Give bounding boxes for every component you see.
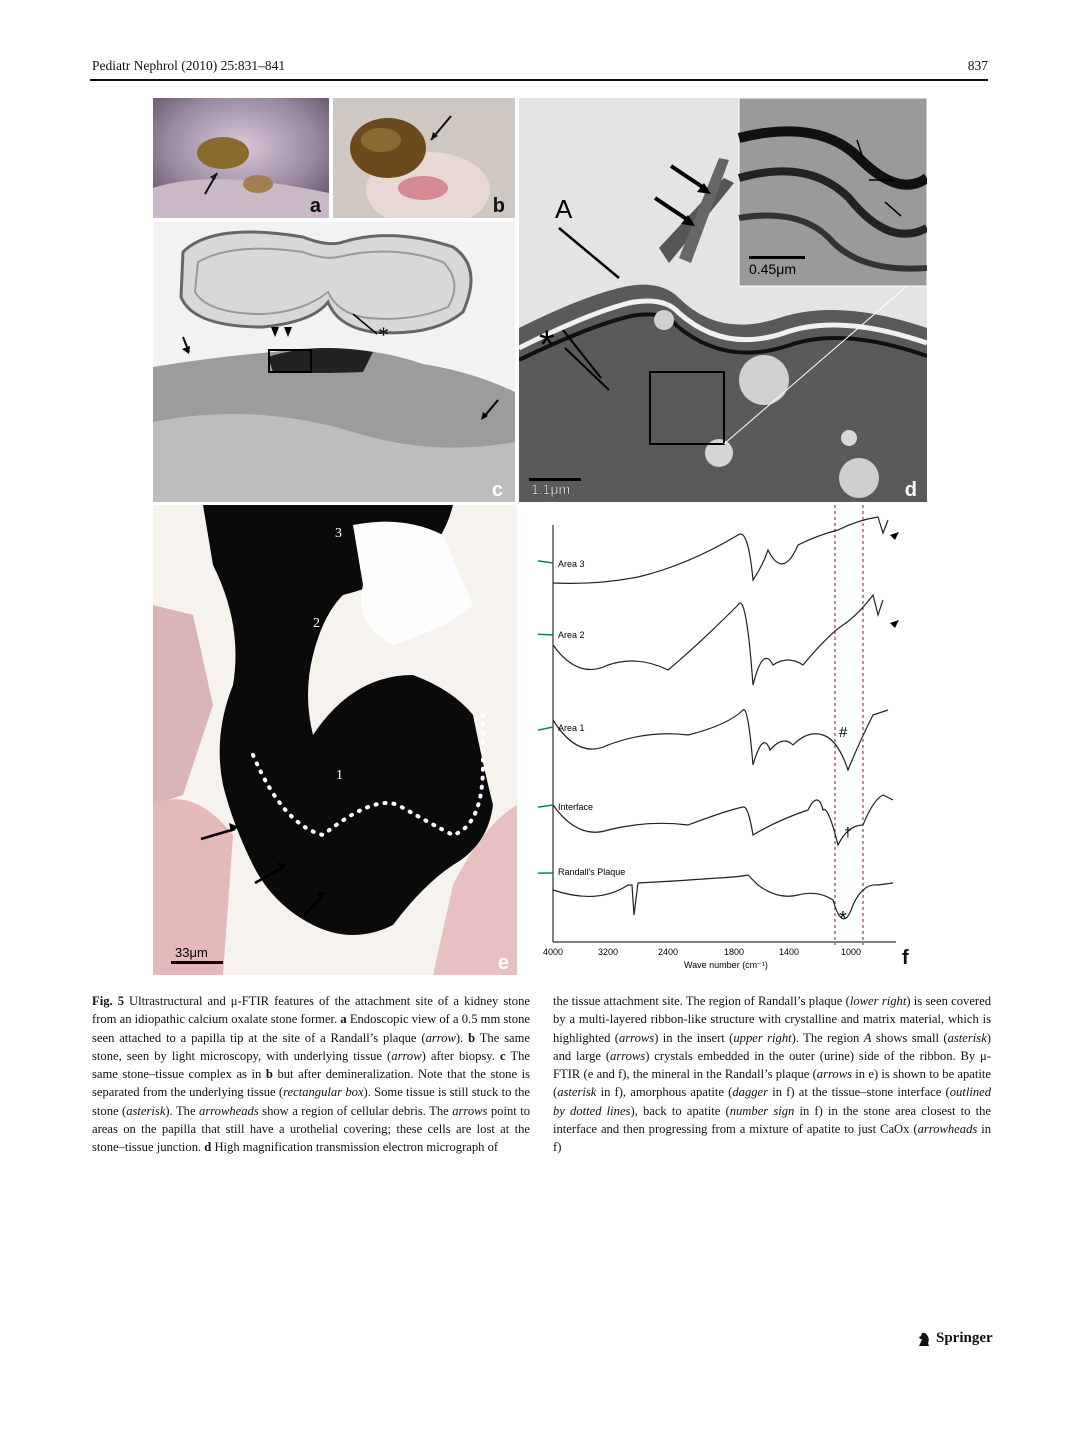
panel-label-c: c: [491, 479, 503, 501]
caption-panel-letter: b: [468, 1030, 476, 1045]
panel-label-d: d: [904, 479, 917, 501]
panel-label-e: e: [497, 952, 509, 974]
marker-number-sign: #: [839, 724, 848, 741]
caption-panel-letter: a: [340, 1012, 347, 1027]
caption-text: ) crystals embedded in the outer (urine) side of the ribbon. By μ-FTIR (e and f), the mineral in the Randall’s plaque (: [553, 1048, 991, 1082]
caption-emphasis: rectangular box: [283, 1085, 364, 1100]
figure-caption-left-column: [92, 992, 530, 1157]
caption-text: ) in the insert (: [654, 1030, 734, 1045]
x-tick: 3200: [598, 947, 619, 957]
caption-emphasis: dagger: [732, 1085, 769, 1100]
panel-e-area-label-3: 3: [335, 526, 342, 541]
panel-e-area-label-2: 2: [313, 616, 320, 631]
panel-label-f: f: [902, 947, 909, 969]
caption-emphasis: arrows: [452, 1103, 488, 1118]
panel-c-asterisk: *: [378, 322, 389, 347]
panel-label-a: a: [309, 195, 321, 217]
caption-text: ). The region: [791, 1030, 864, 1045]
caption-panel-letter: b: [265, 1067, 273, 1082]
spectrum-label-area-2: Area 2: [558, 630, 585, 640]
caption-text: in f) in the stone area closest to the interface and then progressing from a mixture of apatite to just CaOx (: [553, 1103, 991, 1137]
caption-emphasis: asterisk: [126, 1103, 166, 1118]
caption-fig-label: Fig. 5: [92, 994, 124, 1008]
caption-text: ).: [455, 1030, 469, 1045]
caption-emphasis: asterisk: [557, 1085, 597, 1100]
caption-text: ) is seen covered by a multi-layered ribbon-like structure with crystalline and matrix material, which is highlighted (: [553, 994, 992, 1045]
header-rule: [90, 79, 988, 81]
caption-text: in e) is shown to be apatite (: [553, 1067, 991, 1100]
caption-text: ). The: [165, 1103, 200, 1118]
x-tick: 1800: [724, 947, 745, 957]
panel-d-insert-scalebar: 0.45μm: [749, 261, 796, 277]
panel-d-tem-micrograph: [519, 98, 927, 502]
caption-emphasis: arrows: [618, 1030, 655, 1045]
caption-text: Ultrastructural and μ-FTIR features of the attachment site of a kidney stone from an idiopathic calcium oxalate stone former.: [92, 994, 530, 1027]
caption-text: in f): [553, 1122, 991, 1155]
publisher-name: Springer: [936, 1330, 993, 1346]
caption-text: point to areas on the papilla that still have a urothelial covering; these cells are lost at the stone–tissue junction.: [92, 1103, 530, 1155]
caption-text: The same stone, seen by light microscopy, with underlying tissue (: [92, 1030, 530, 1063]
caption-text: but after demineralization. Note that the stone is separated from the underlying tissue (: [92, 1067, 530, 1100]
caption-emphasis: arrowheads: [917, 1122, 978, 1137]
panel-d-asterisk: *: [539, 323, 555, 367]
x-tick: 1000: [841, 947, 862, 957]
spectrum-label-area-1: Area 1: [558, 723, 585, 733]
running-header: Pediatr Nephrol (2010) 25:831–841: [92, 58, 286, 73]
x-tick: 1400: [779, 947, 800, 957]
panel-e-ftir-microscopy: [153, 505, 517, 975]
caption-emphasis: number sign: [729, 1103, 795, 1118]
spectrum-label-interface: Interface: [558, 802, 594, 812]
x-tick: 4000: [543, 947, 564, 957]
caption-text: Endoscopic view of a 0.5 mm stone seen attached to a papilla tip at the site of a Randall’s plaque (: [92, 1012, 530, 1045]
caption-text: The same stone–tissue complex as in: [92, 1048, 530, 1082]
caption-emphasis: arrowheads: [199, 1103, 259, 1118]
caption-text: in f) at the tissue–stone interface (: [768, 1085, 950, 1100]
panel-e-scalebar: 33μm: [175, 945, 208, 960]
caption-text: ). Some tissue is still stuck to the stone (: [92, 1085, 530, 1118]
caption-text: show a region of cellular debris. The: [258, 1103, 453, 1118]
caption-text: ), back to apatite (: [630, 1103, 730, 1118]
caption-text: High magnification transmission electron micrograph of: [211, 1140, 499, 1155]
marker-dagger: †: [844, 824, 852, 840]
caption-panel-letter: c: [499, 1048, 506, 1063]
panel-e-area-label-1: 1: [336, 768, 343, 783]
x-tick: 2400: [658, 947, 679, 957]
page-number: 837: [967, 58, 988, 73]
springer-logo: [916, 1330, 993, 1347]
panel-f-ftir-spectra: [538, 505, 938, 975]
caption-emphasis: lower right: [849, 994, 907, 1008]
caption-text: ) after biopsy.: [421, 1048, 500, 1063]
springer-knight-icon: [916, 1331, 932, 1347]
panel-d-main-scalebar: 1.1μm: [531, 481, 571, 497]
figure-caption-right-column: [553, 992, 991, 1157]
caption-text: shows small (: [871, 1030, 948, 1045]
caption-emphasis: outlined by dotted lines: [553, 1085, 992, 1118]
caption-text: in f), amorphous apatite (: [596, 1085, 733, 1100]
caption-emphasis: asterisk: [947, 1030, 987, 1045]
panel-d-region-label-A: A: [555, 194, 573, 224]
caption-emphasis: arrow: [391, 1048, 422, 1063]
arrowhead-area-3: [890, 532, 899, 540]
panel-label-b: b: [492, 195, 505, 217]
caption-emphasis: arrows: [610, 1048, 646, 1063]
panel-b-light-microscopy-image: [333, 98, 515, 218]
caption-panel-letter: d: [204, 1140, 212, 1155]
arrowhead-area-2: [890, 620, 899, 628]
caption-emphasis: upper right: [733, 1030, 792, 1045]
spectrum-label-randalls-plaque: Randall's Plaque: [558, 867, 626, 877]
caption-text: ) and large (: [553, 1030, 991, 1063]
marker-asterisk: *: [839, 908, 847, 930]
caption-emphasis: arrow: [425, 1030, 456, 1045]
panel-a-endoscopic-image: [153, 98, 329, 218]
panel-c-demineralized-section: [153, 222, 515, 502]
caption-emphasis: A: [863, 1030, 872, 1045]
x-axis-label: Wave number (cm⁻¹): [684, 960, 768, 970]
caption-text: the tissue attachment site. The region of Randall’s plaque (: [553, 994, 850, 1008]
spectrum-label-area-3: Area 3: [558, 559, 585, 569]
caption-emphasis: arrows: [816, 1067, 853, 1082]
